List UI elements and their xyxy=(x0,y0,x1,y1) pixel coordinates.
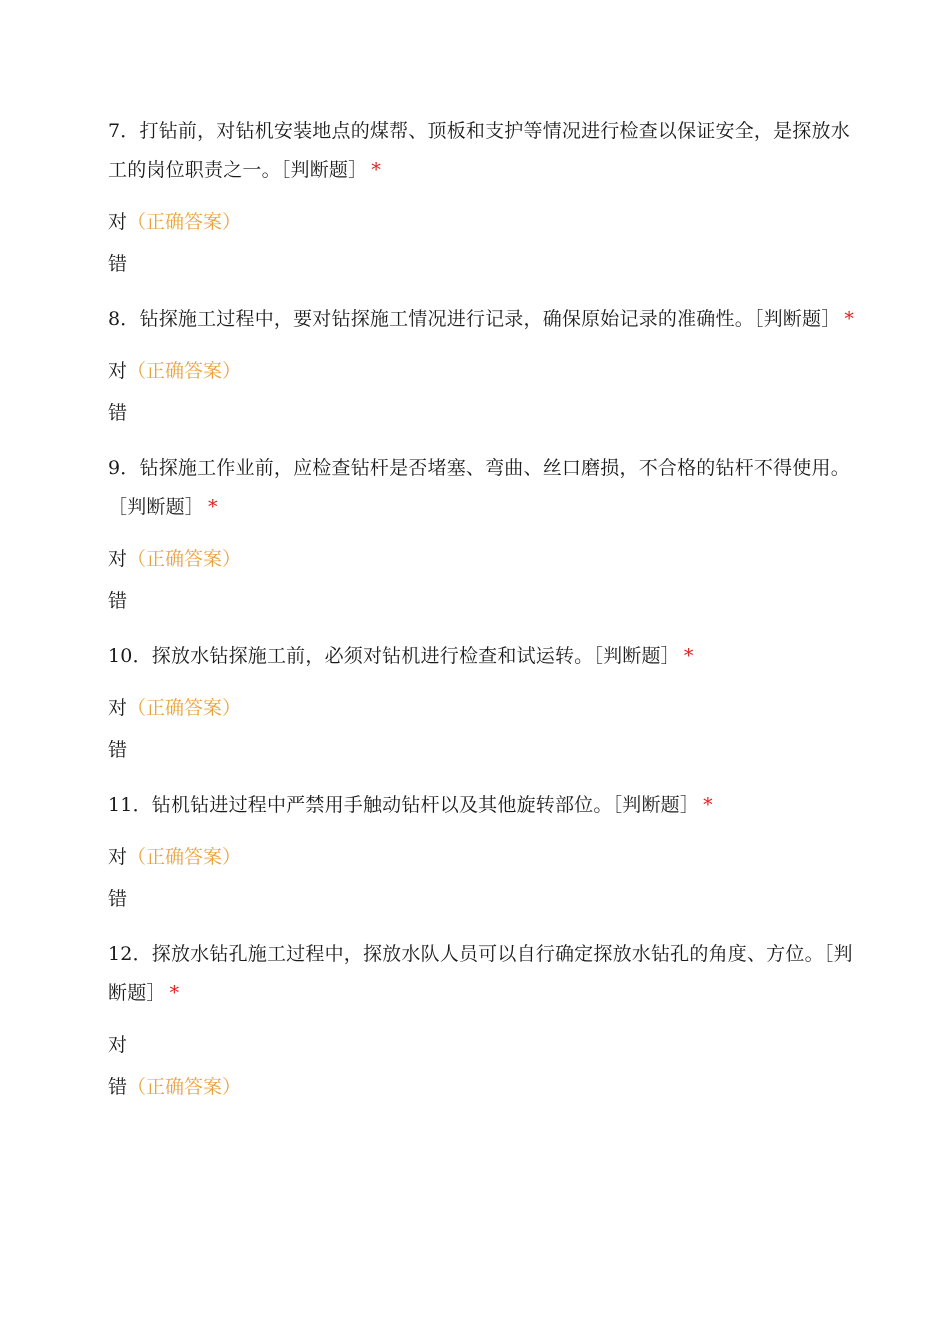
question-body: 钻探施工过程中，要对钻探施工情况进行记录，确保原始记录的准确性。［判断题］ xyxy=(139,308,841,330)
option-false[interactable] xyxy=(108,252,868,276)
option-true[interactable] xyxy=(108,359,868,383)
question-number: 7 xyxy=(108,120,121,142)
question-9 xyxy=(108,449,868,613)
question-body: 钻探施工作业前，应检查钻杆是否堵塞、弯曲、丝口磨损，不合格的钻杆不得使用。［判断题］ xyxy=(108,457,850,518)
option-false[interactable] xyxy=(108,1075,868,1099)
option-false[interactable] xyxy=(108,738,868,762)
option-label: 对 xyxy=(108,360,128,382)
option-true[interactable] xyxy=(108,210,868,234)
question-body: 探放水钻探施工前，必须对钻机进行检查和试运转。［判断题］ xyxy=(151,645,680,667)
question-text: 10．探放水钻探施工前，必须对钻机进行检查和试运转。［判断题］ * xyxy=(108,645,694,667)
correct-answer-tag: （正确答案） xyxy=(127,846,242,868)
question-number: 12 xyxy=(108,943,133,965)
question-body: 打钻前，对钻机安装地点的煤帮、顶板和支护等情况进行检查以保证安全，是探放水工的岗位职责之一。［判断题］ xyxy=(108,120,850,181)
question-11 xyxy=(108,786,868,911)
option-label: 对 xyxy=(108,548,128,570)
option-true[interactable] xyxy=(108,845,868,869)
option-false[interactable] xyxy=(108,589,868,613)
required-star: * xyxy=(371,159,382,181)
question-list xyxy=(108,112,868,1099)
question-number: 11 xyxy=(108,794,133,816)
question-body: 探放水钻孔施工过程中，探放水队人员可以自行确定探放水钻孔的角度、方位。［判断题］ xyxy=(108,943,853,1004)
required-star: * xyxy=(208,496,218,518)
option-label: 对 xyxy=(108,211,128,233)
question-text: 8．钻探施工过程中，要对钻探施工情况进行记录，确保原始记录的准确性。［判断题］ * xyxy=(108,308,855,330)
correct-answer-tag: （正确答案） xyxy=(127,211,242,233)
option-label: 对 xyxy=(108,697,128,719)
correct-answer-tag: （正确答案） xyxy=(127,548,242,570)
required-star: * xyxy=(683,645,694,667)
option-false[interactable] xyxy=(108,887,868,911)
option-label: 对 xyxy=(108,846,128,868)
option-label: 错 xyxy=(108,402,128,424)
required-star: * xyxy=(844,308,855,330)
question-10 xyxy=(108,637,868,762)
question-text: 12．探放水钻孔施工过程中，探放水队人员可以自行确定探放水钻孔的角度、方位。［判断题］ * xyxy=(108,943,853,1004)
option-label: 错 xyxy=(108,253,128,275)
correct-answer-tag: （正确答案） xyxy=(127,360,242,382)
question-7 xyxy=(108,112,868,276)
option-true[interactable] xyxy=(108,1033,868,1057)
option-true[interactable] xyxy=(108,696,868,720)
question-12 xyxy=(108,935,868,1099)
option-true[interactable] xyxy=(108,547,868,571)
option-false[interactable] xyxy=(108,401,868,425)
question-number: 8 xyxy=(108,308,121,330)
question-8 xyxy=(108,300,868,425)
question-body: 钻机钻进过程中严禁用手触动钻杆以及其他旋转部位。［判断题］ xyxy=(151,794,700,816)
question-text: 11．钻机钻进过程中严禁用手触动钻杆以及其他旋转部位。［判断题］ * xyxy=(108,794,713,816)
correct-answer-tag: （正确答案） xyxy=(127,697,242,719)
option-label: 对 xyxy=(108,1034,128,1056)
required-star: * xyxy=(169,982,180,1004)
option-label: 错 xyxy=(108,590,128,612)
correct-answer-tag: （正确答案） xyxy=(127,1076,242,1098)
question-text: 7．打钻前，对钻机安装地点的煤帮、顶板和支护等情况进行检查以保证安全，是探放水工的岗位职责之一。［判断题］ * xyxy=(108,120,850,181)
required-star: * xyxy=(703,794,713,816)
question-number: 9 xyxy=(108,457,121,479)
option-label: 错 xyxy=(108,1076,128,1098)
option-label: 错 xyxy=(108,888,128,910)
question-number: 10 xyxy=(108,645,133,667)
option-label: 错 xyxy=(108,739,128,761)
question-text: 9．钻探施工作业前，应检查钻杆是否堵塞、弯曲、丝口磨损，不合格的钻杆不得使用。［判断题］ * xyxy=(108,457,850,518)
